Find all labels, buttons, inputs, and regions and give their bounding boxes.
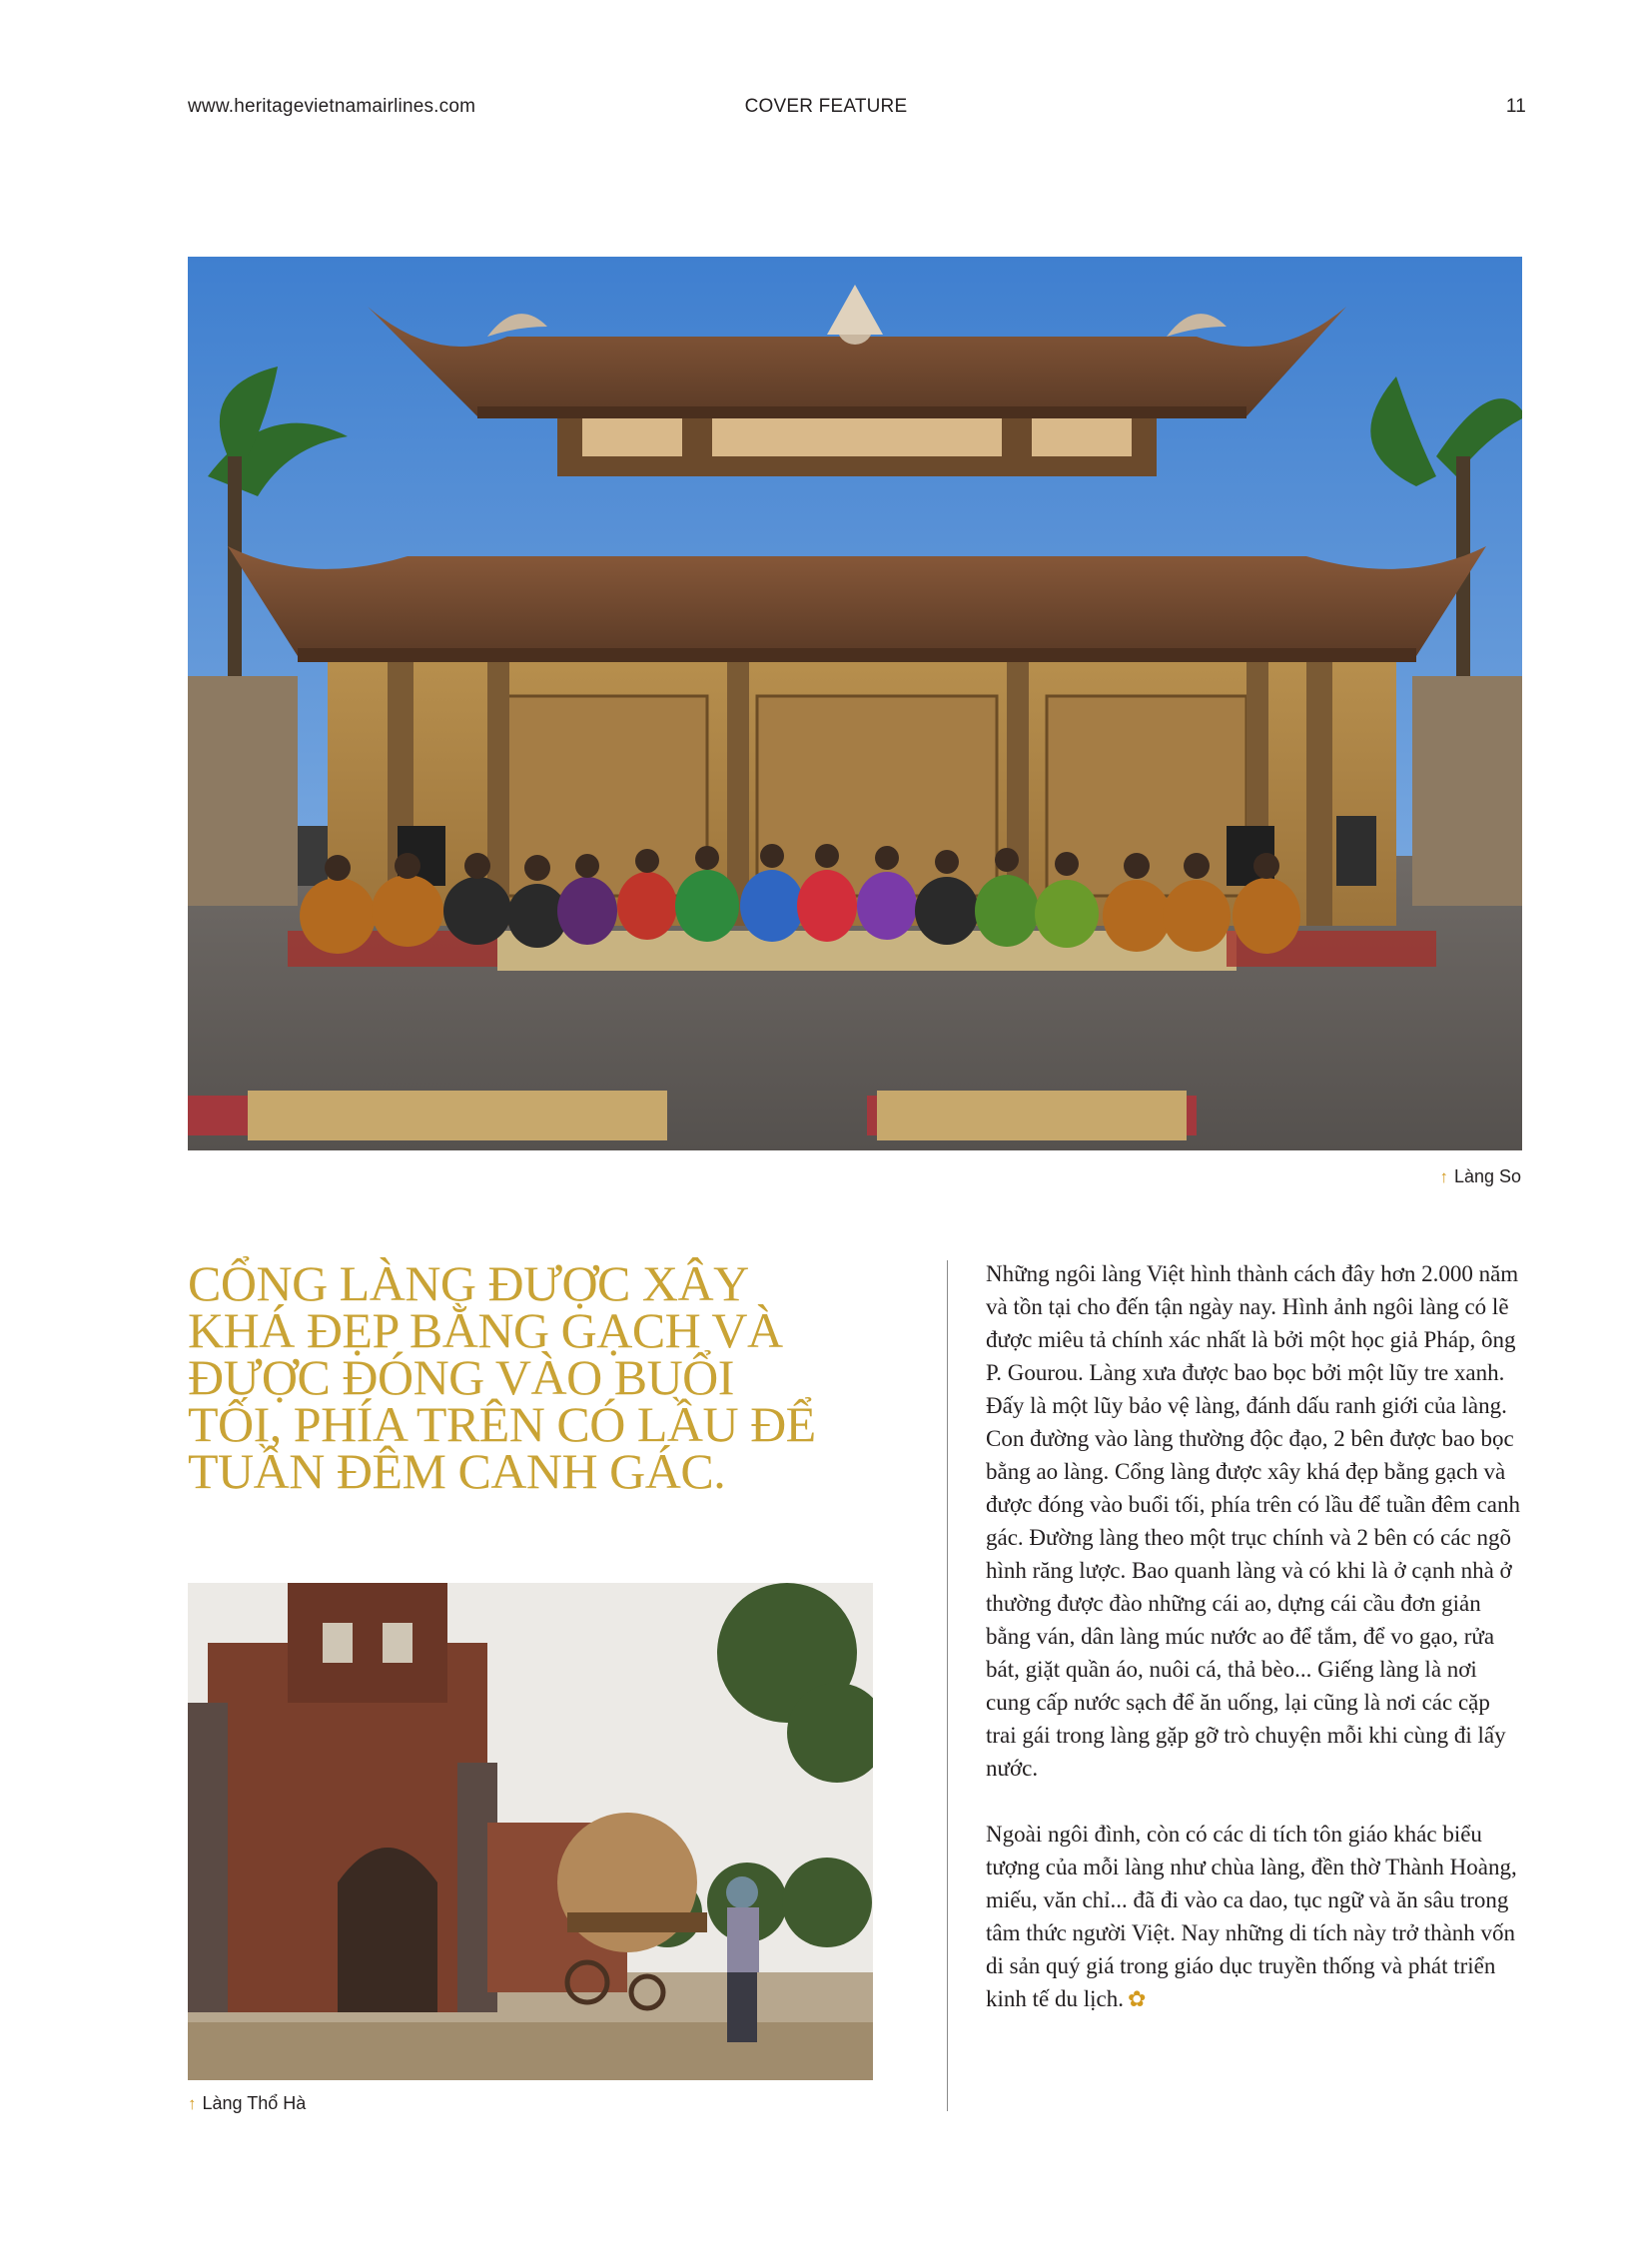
column-divider xyxy=(947,1260,948,2111)
gate-photo-caption xyxy=(188,2093,306,2114)
section-label: COVER FEATURE xyxy=(744,96,908,117)
arrow-up-icon: ↑ xyxy=(1439,1166,1448,1186)
article-body xyxy=(986,1257,1521,2048)
arrow-up-icon: ↑ xyxy=(188,2093,197,2113)
gate-photo-caption-text: Làng Thổ Hà xyxy=(202,2093,307,2113)
main-photo-communal-house xyxy=(188,257,1522,1150)
main-photo-caption xyxy=(1439,1166,1521,1187)
body-paragraph-2 xyxy=(986,1818,1521,2015)
body-paragraph-1: Những ngôi làng Việt hình thành cách đây hơn 2.000 năm và tồn tại cho đến tận ngày nay. Hình ảnh ngôi làng có lẽ được miêu tả chính xác nhất là bởi một học giả Pháp, ông P. Gourou. Làng xưa được bao bọc bởi một lũy tre xanh. Đấy là một lũy bảo vệ làng, đánh dấu ranh giới của làng. Con đường vào làng thường độc đạo, 2 bên được bao bọc bằng ao làng. Cổng làng được xây khá đẹp bằng gạch và được đóng vào buổi tối, phía trên có lầu để tuần đêm canh gác. Đường làng theo một trục chính và 2 bên có các ngõ hình răng lược. Bao quanh làng và có khi là ở cạnh nhà ở thường được đào những cái ao, dựng cái cầu đơn giản bằng ván, dân làng múc nước ao để tắm, để vo gạo, rửa bát, giặt quần áo, nuôi cá, thả bèo... Giếng làng là nơi cung cấp nước sạch để ăn uống, lại cũng là nơi các cặp trai gái trong làng gặp gỡ trò chuyện mỗi khi cùng đi lấy nước. xyxy=(986,1261,1520,1781)
page-number: 11 xyxy=(1505,96,1526,117)
pull-quote: CỔNG LÀNG ĐƯỢC XÂY KHÁ ĐẸP BẰNG GẠCH VÀ ĐƯỢC ĐÓNG VÀO BUỔI TỐI, PHÍA TRÊN CÓ LẦU ĐỂ TUẦN ĐÊM CANH GÁC. xyxy=(188,1255,816,1499)
website-url: www.heritagevietnamairlines.com xyxy=(188,96,476,117)
main-photo-illustration xyxy=(188,257,1522,1150)
gate-photo-illustration xyxy=(188,1583,873,2080)
main-photo-caption-text: Làng So xyxy=(1453,1166,1521,1186)
lotus-icon: ✿ xyxy=(1127,1986,1147,2011)
gate-photo-village-gate xyxy=(188,1583,873,2080)
body-paragraph-2-text: Ngoài ngôi đình, còn có các di tích tôn giáo khác biểu tượng của mỗi làng như chùa làng, đền thờ Thành Hoàng, miếu, văn chỉ... đã đi vào ca dao, tục ngữ và ăn sâu trong tâm thức người Việt. Nay những di tích này trở thành vốn di sản quý giá trong giáo dục truyền thống và phát triển kinh tế du lịch. xyxy=(986,1822,1517,2011)
